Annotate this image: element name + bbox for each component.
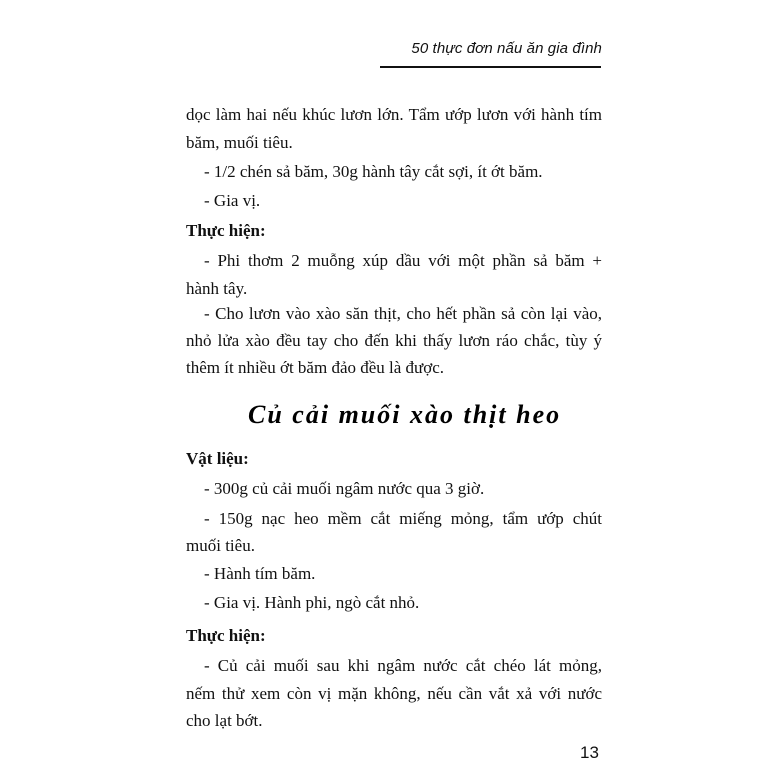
list-item: - Củ cải muối sau khi ngâm nước cắt chéo lát mỏng,: [204, 656, 602, 675]
list-item: - Cho lươn vào xào săn thịt, cho hết phần sả còn lại vào,: [204, 304, 602, 323]
paragraph-line: hành tây.: [186, 279, 248, 298]
header-rule: [380, 66, 601, 68]
paragraph-line: thêm ít nhiều ớt băm đảo đều là được.: [186, 358, 445, 377]
running-header-title: 50 thực đơn nấu ăn gia đình: [411, 40, 602, 57]
list-item: - 150g nạc heo mềm cắt miếng mỏng, tẩm ướp chút: [204, 509, 602, 528]
paragraph-line: muối tiêu.: [186, 536, 255, 555]
list-item: - Hành tím băm.: [204, 564, 316, 583]
method-heading: Thực hiện:: [186, 221, 266, 240]
paragraph-line: nếm thử xem còn vị mặn không, nếu cần vắt xả với nước: [186, 684, 602, 703]
paragraph-line: dọc làm hai nếu khúc lươn lớn. Tẩm ướp lươn với hành tím: [186, 105, 602, 124]
list-item: - 1/2 chén sả băm, 30g hành tây cắt sợi, ít ớt băm.: [204, 162, 543, 181]
list-item: - Gia vị.: [204, 191, 261, 210]
paragraph-line: cho lạt bớt.: [186, 711, 263, 730]
page-number: 13: [580, 743, 599, 762]
recipe-title: Củ cải muối xào thịt heo: [248, 400, 562, 429]
paragraph-line: nhỏ lửa xào đều tay cho đến khi thấy lươn ráo chắc, tùy ý: [186, 331, 602, 350]
method-heading: Thực hiện:: [186, 626, 266, 645]
list-item: - Phi thơm 2 muỗng xúp dầu với một phần sả băm +: [204, 251, 602, 270]
ingredients-heading: Vật liệu:: [186, 449, 249, 468]
list-item: - 300g củ cải muối ngâm nước qua 3 giờ.: [204, 479, 485, 498]
list-item: - Gia vị. Hành phi, ngò cắt nhỏ.: [204, 593, 420, 612]
paragraph-line: băm, muối tiêu.: [186, 133, 293, 152]
